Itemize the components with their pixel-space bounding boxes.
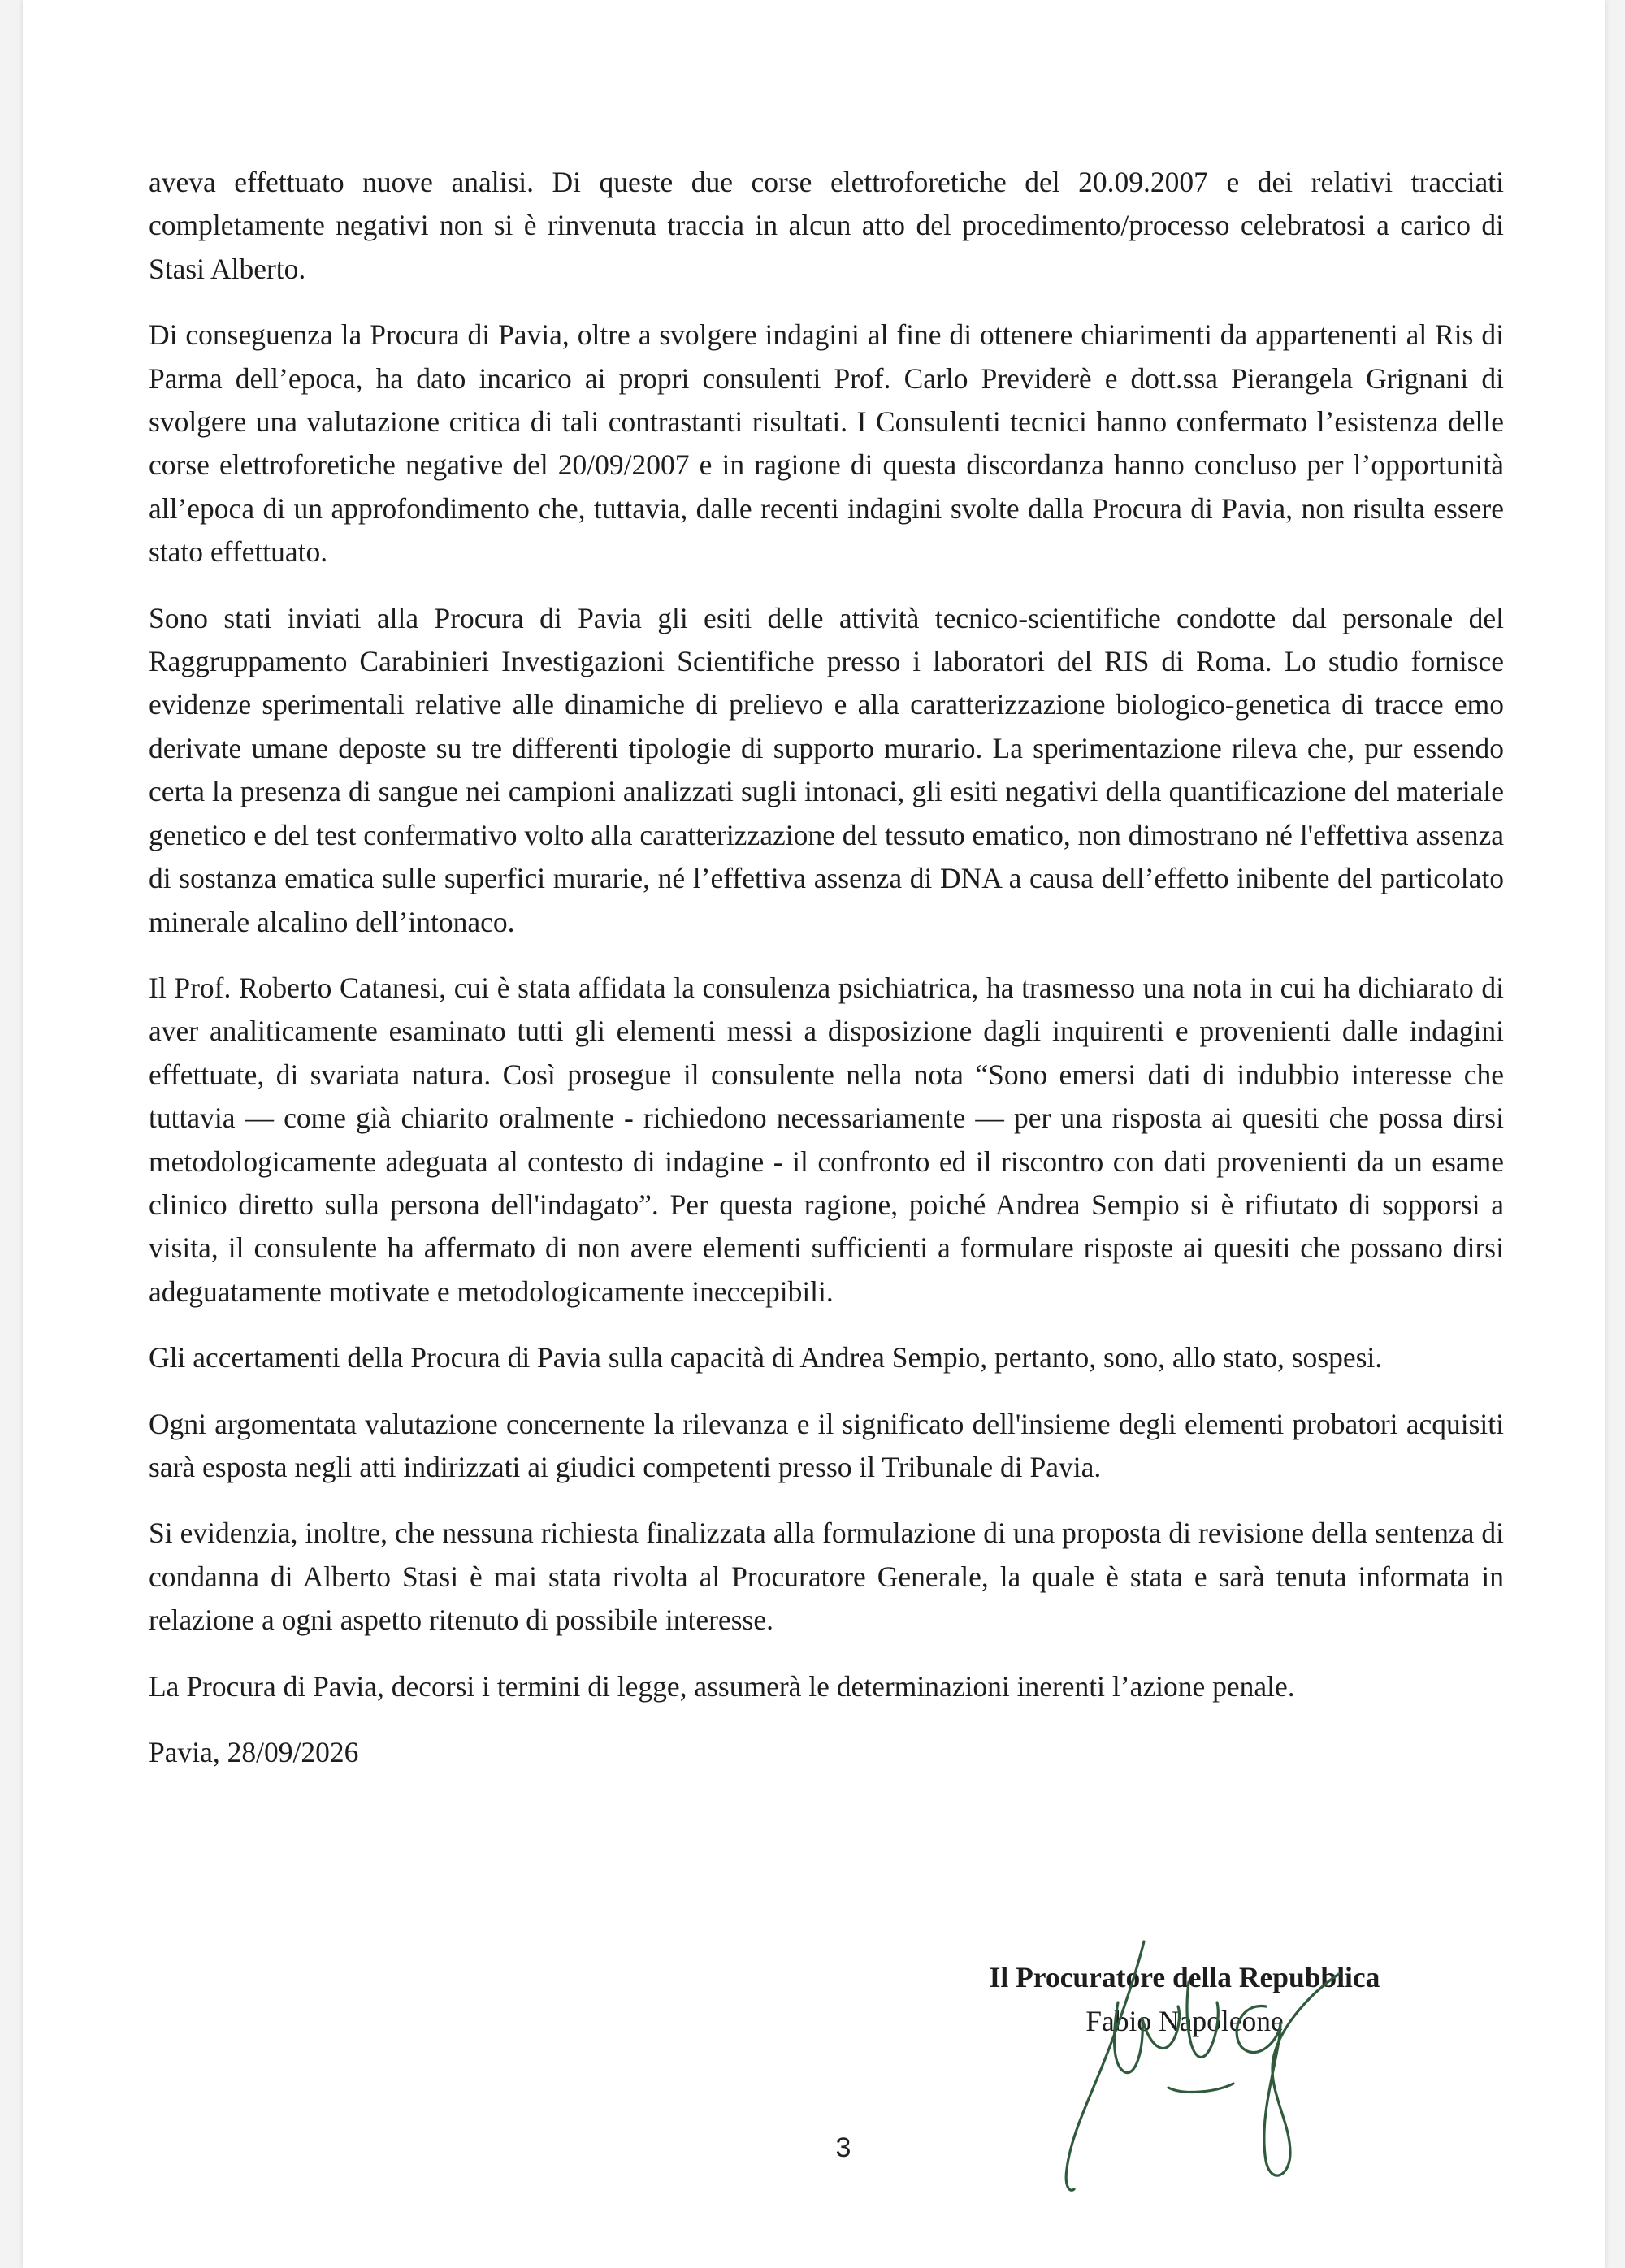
document-body (149, 161, 1504, 1774)
signatory-name: Fabio Napoleone (1086, 2005, 1284, 2037)
paragraph-consulenti: Di conseguenza la Procura di Pavia, oltre a svolgere indagini al fine di ottenere chiarimenti da appartenenti al Ris di Parma dell’epoca, ha dato incarico ai propri consulenti Prof. Carlo Previderè e dott.ssa Pierangela Grignani di svolgere una valutazione critica di tali contrastanti risultati. I Consulenti tecnici hanno confermato l’esistenza delle corse elettroforetiche negative del 20/09/2007 e in ragione di questa discordanza hanno concluso per l’opportunità all’epoca di un approfondimento che, tuttavia, dalle recenti indagini svolte dalla Procura di Pavia, non risulta essere stato effettuato. (149, 318, 1504, 569)
paragraph-accertamenti: Gli accertamenti della Procura di Pavia sulla capacità di Andrea Sempio, pertanto, sono, allo stato, sospesi. (149, 1341, 1383, 1374)
paragraph-ris-roma: Sono stati inviati alla Procura di Pavia gli esiti delle attività tecnico-scientifiche condotte dal personale del Raggruppamento Carabinieri Investigazioni Scientifiche presso i laboratori del RIS di Roma. Lo studio fornisce evidenze sperimentali relative alle dinamiche di prelievo e alla caratterizzazione biologico-genetica di tracce emo derivate umane deposte su tre differenti tipologie di supporto murario. La sperimentazione rileva che, pur essendo certa la presenza di sangue nei campioni analizzati sugli intonaci, gli esiti negativi della quantificazione del materiale genetico e del test confermativo volto alla caratterizzazione del tessuto ematico, non dimostrano né l'effettiva assenza di sostanza ematica sulle superfici murarie, né l’effettiva assenza di DNA a causa dell’effetto inibente del particolato minerale alcalino dell’intonaco. (149, 601, 1504, 938)
signatory-title: Il Procuratore della Repubblica (989, 1961, 1380, 1993)
paragraph-analisi: aveva effettuato nuove analisi. Di queste due corse elettroforetiche del 20.09.2007 e dei relativi tracciati completamente negativi non si è rinvenuta traccia in alcun atto del procedimento/processo celebratosi a carico di Stasi Alberto. (149, 166, 1504, 285)
paragraph-valutazione: Ogni argomentata valutazione concernente la rilevanza e il significato dell'insieme degli elementi probatori acquisiti sarà esposta negli atti indirizzati ai giudici competenti presso il Tribunale di Pavia. (149, 1407, 1504, 1483)
handwritten-signature (1022, 1925, 1363, 2193)
paragraph-revisione: Si evidenzia, inoltre, che nessuna richiesta finalizzata alla formulazione di una proposta di revisione della sentenza di condanna di Alberto Stasi è mai stata rivolta al Procuratore Generale, la quale è stata e sarà tenuta informata in relazione a ogni aspetto ritenuto di possibile interesse. (149, 1517, 1504, 1637)
paragraph-azione-penale: La Procura di Pavia, decorsi i termini di legge, assumerà le determinazioni inerenti l’azione penale. (149, 1669, 1295, 1703)
paragraph-catanesi: Il Prof. Roberto Catanesi, cui è stata affidata la consulenza psichiatrica, ha trasmesso una nota in cui ha dichiarato di aver analiticamente esaminato tutti gli elementi messi a disposizione dagli inquirenti e provenienti dalle indagini effettuate, di svariata natura. Così prosegue il consulente nella nota “Sono emersi dati di indubbio interesse che tuttavia — come già chiarito oralmente - richiedono necessariamente — per una risposta ai quesiti che possa dirsi metodologicamente adeguata al contesto di indagine - il confronto ed il riscontro con dati provenienti da un esame clinico diretto sulla persona dell'indagato”. Per questa ragione, poiché Andrea Sempio si è rifiutato di sopporsi a visita, il consulente ha affermato di non avere elementi sufficienti a formulare risposte ai quesiti che possano dirsi adeguatamente motivate e metodologicamente ineccepibili. (149, 971, 1504, 1308)
date-line: Pavia, 28/09/2026 (149, 1736, 359, 1768)
page-number: 3 (835, 2132, 852, 2163)
document-page (23, 0, 1606, 2268)
